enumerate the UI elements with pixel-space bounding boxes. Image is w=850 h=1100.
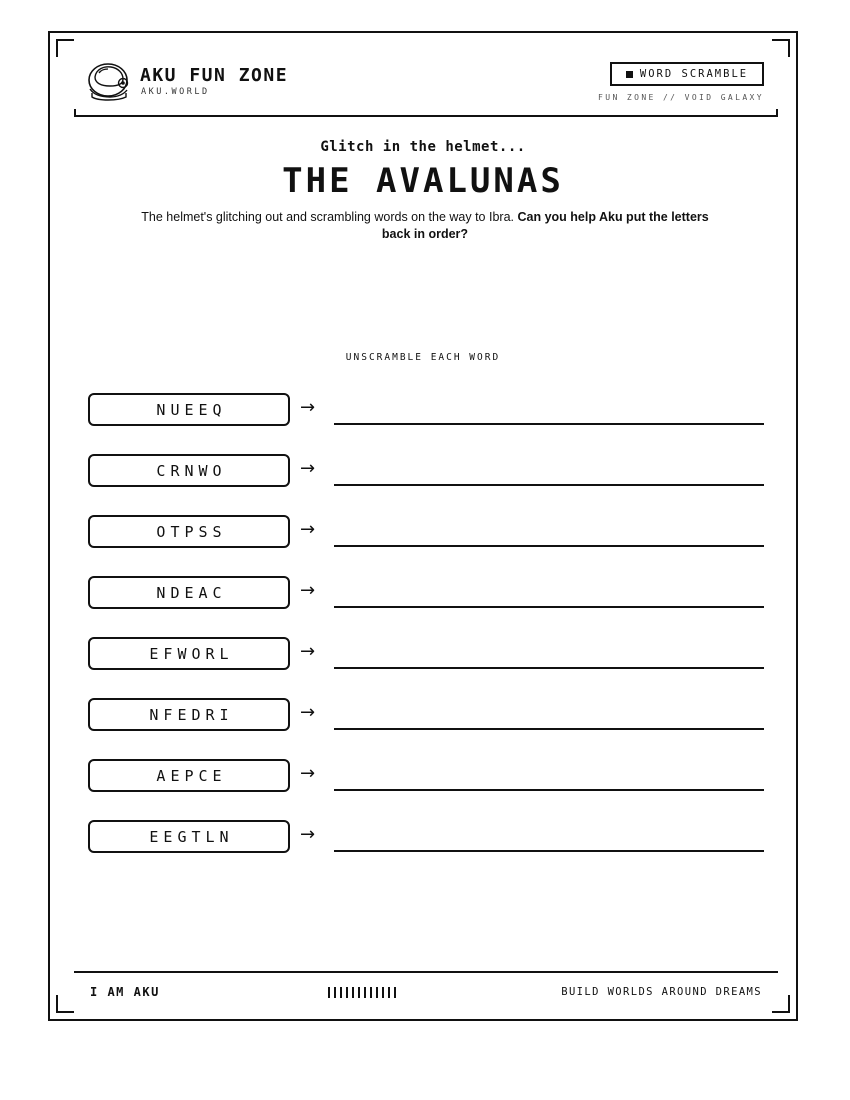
scrambled-word: NDEAC [88, 576, 290, 609]
corner-mark-bottom-left [56, 995, 74, 1013]
arrow-right-icon: → [300, 641, 316, 662]
answer-line[interactable] [334, 423, 764, 425]
header [74, 59, 778, 117]
word-list [88, 393, 768, 881]
scrambled-word: AEPCE [88, 759, 290, 792]
corner-mark-top-left [56, 39, 74, 57]
arrow-right-icon: → [300, 458, 316, 479]
scrambled-word: NFEDRI [88, 698, 290, 731]
scrambled-word: EEGTLN [88, 820, 290, 853]
footer-tagline-left: I AM AKU [90, 985, 160, 999]
answer-line[interactable] [334, 606, 764, 608]
brand-name: AKU FUN ZONE [140, 65, 289, 86]
arrow-right-icon: → [300, 824, 316, 845]
worksheet-type-badge [610, 62, 764, 86]
badge-label: WORD SCRAMBLE [639, 68, 749, 80]
answer-line[interactable] [334, 789, 764, 791]
scrambled-word: CRNWO [88, 454, 290, 487]
intro-question: Can you help Aku put the letters back in order? [381, 210, 709, 241]
word-row [88, 637, 768, 698]
arrow-right-icon: → [300, 580, 316, 601]
brand-url: AKU.WORLD [141, 87, 210, 97]
answer-line[interactable] [334, 484, 764, 486]
instruction-label: UNSCRAMBLE EACH WORD [345, 352, 501, 363]
scrambled-word: OTPSS [88, 515, 290, 548]
word-row [88, 454, 768, 515]
answer-line[interactable] [334, 850, 764, 852]
word-row [88, 759, 768, 820]
intro-text: The helmet's glitching out and scrambling words on the way to Ibra. [141, 210, 514, 224]
square-bullet-icon [626, 71, 633, 78]
intro-paragraph [130, 209, 720, 243]
arrow-right-icon: → [300, 763, 316, 784]
arrow-right-icon: → [300, 519, 316, 540]
footer [74, 971, 778, 1013]
badge-subtitle: FUN ZONE // VOID GALAXY [598, 93, 764, 102]
scrambled-word: NUEEQ [88, 393, 290, 426]
arrow-right-icon: → [300, 397, 316, 418]
scrambled-word: EFWORL [88, 637, 290, 670]
word-row [88, 698, 768, 759]
word-row [88, 820, 768, 881]
arrow-right-icon: → [300, 702, 316, 723]
answer-line[interactable] [334, 545, 764, 547]
word-row [88, 515, 768, 576]
barcode-icon [328, 987, 396, 998]
astronaut-helmet-icon [86, 61, 132, 103]
answer-line[interactable] [334, 728, 764, 730]
answer-line[interactable] [334, 667, 764, 669]
page-title: THE AVALUNAS [282, 161, 564, 201]
page-subtitle: Glitch in the helmet... [320, 139, 526, 155]
worksheet-page [48, 31, 798, 1021]
footer-tagline-right: BUILD WORLDS AROUND DREAMS [561, 986, 762, 998]
word-row [88, 393, 768, 454]
word-row [88, 576, 768, 637]
corner-mark-top-right [772, 39, 790, 57]
